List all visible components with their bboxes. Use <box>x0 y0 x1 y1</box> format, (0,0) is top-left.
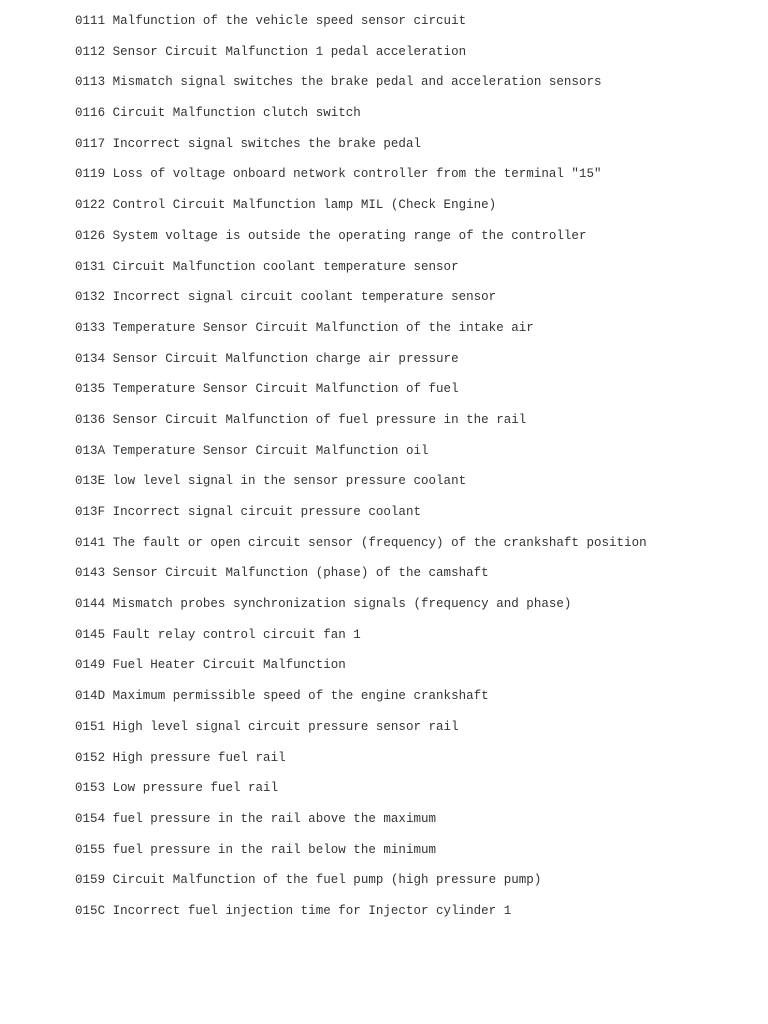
fault-code: 0143 <box>75 566 106 581</box>
fault-code: 0132 <box>75 290 106 305</box>
fault-code: 0141 <box>75 535 106 550</box>
fault-code: 0151 <box>75 719 106 734</box>
fault-code-row <box>75 441 647 472</box>
fault-code-row <box>75 226 647 257</box>
fault-description: fuel pressure in the rail below the minimum <box>112 842 437 857</box>
fault-description: Fault relay control circuit fan 1 <box>112 627 361 642</box>
fault-code: 0152 <box>75 750 106 765</box>
fault-code: 0153 <box>75 781 106 796</box>
fault-code: 0116 <box>75 106 106 121</box>
fault-description: Temperature Sensor Circuit Malfunction oil <box>112 443 429 458</box>
fault-description: Loss of voltage onboard network controller from the terminal "15" <box>112 167 602 182</box>
fault-code: 015C <box>75 903 106 918</box>
fault-code-row <box>75 349 647 380</box>
fault-description: Incorrect signal switches the brake pedal <box>112 136 421 151</box>
fault-code-row <box>75 748 647 779</box>
fault-description: System voltage is outside the operating range of the controller <box>112 228 587 243</box>
fault-code: 0135 <box>75 382 106 397</box>
fault-description: Low pressure fuel rail <box>112 781 279 796</box>
fault-description: Circuit Malfunction of the fuel pump (high pressure pump) <box>112 873 542 888</box>
fault-code: 0134 <box>75 351 106 366</box>
fault-code: 0149 <box>75 658 106 673</box>
fault-code: 0144 <box>75 597 106 612</box>
fault-code-row <box>75 840 647 871</box>
fault-description: Incorrect signal circuit coolant temperature sensor <box>112 290 497 305</box>
fault-code-row <box>75 134 647 165</box>
fault-code-row <box>75 594 647 625</box>
fault-code: 0119 <box>75 167 106 182</box>
fault-description: Maximum permissible speed of the engine crankshaft <box>112 689 489 704</box>
fault-code-row <box>75 809 647 840</box>
fault-description: Sensor Circuit Malfunction (phase) of the camshaft <box>112 566 489 581</box>
fault-description: Sensor Circuit Malfunction of fuel pressure in the rail <box>112 412 527 427</box>
fault-code: 0154 <box>75 811 106 826</box>
fault-code-row <box>75 410 647 441</box>
fault-code-row <box>75 717 647 748</box>
fault-description: Control Circuit Malfunction lamp MIL (Check Engine) <box>112 198 497 213</box>
fault-code: 0111 <box>75 14 106 28</box>
fault-code-row <box>75 686 647 717</box>
fault-code-row <box>75 502 647 533</box>
fault-code-row <box>75 563 647 594</box>
fault-description: low level signal in the sensor pressure coolant <box>112 474 467 489</box>
fault-code: 0133 <box>75 320 106 335</box>
fault-code-row <box>75 379 647 410</box>
fault-code-row <box>75 901 647 932</box>
fault-description: Malfunction of the vehicle speed sensor circuit <box>112 14 467 28</box>
fault-description: Circuit Malfunction coolant temperature sensor <box>112 259 459 274</box>
fault-code-row <box>75 655 647 686</box>
fault-code: 0126 <box>75 228 106 243</box>
fault-code-row <box>75 318 647 349</box>
fault-code-row <box>75 103 647 134</box>
fault-description: Temperature Sensor Circuit Malfunction of the intake air <box>112 320 534 335</box>
fault-code-list <box>75 11 647 932</box>
fault-code: 0159 <box>75 873 106 888</box>
fault-description: Circuit Malfunction clutch switch <box>112 106 361 121</box>
fault-code: 0145 <box>75 627 106 642</box>
fault-description: Incorrect fuel injection time for Injector cylinder 1 <box>112 903 512 918</box>
fault-code: 0122 <box>75 198 106 213</box>
fault-code-row <box>75 42 647 73</box>
fault-code-row <box>75 287 647 318</box>
fault-code-row <box>75 625 647 656</box>
fault-description: Fuel Heater Circuit Malfunction <box>112 658 346 673</box>
fault-code: 0112 <box>75 44 106 59</box>
fault-description: High pressure fuel rail <box>112 750 286 765</box>
fault-code-row <box>75 257 647 288</box>
fault-code-row <box>75 471 647 502</box>
fault-description: High level signal circuit pressure sensor rail <box>112 719 459 734</box>
fault-description: Sensor Circuit Malfunction 1 pedal acceleration <box>112 44 467 59</box>
fault-description: The fault or open circuit sensor (frequency) of the crankshaft position <box>112 535 647 550</box>
fault-description: fuel pressure in the rail above the maximum <box>112 811 437 826</box>
fault-description: Incorrect signal circuit pressure coolant <box>112 505 421 519</box>
fault-code: 0113 <box>75 75 106 90</box>
fault-code-row <box>75 533 647 564</box>
fault-code: 013A <box>75 443 106 458</box>
fault-code-row <box>75 870 647 901</box>
fault-code: 0117 <box>75 136 106 151</box>
fault-code: 0131 <box>75 259 106 274</box>
fault-description: Temperature Sensor Circuit Malfunction of fuel <box>112 382 459 397</box>
fault-code-row <box>75 195 647 226</box>
fault-code: 014D <box>75 689 106 704</box>
fault-description: Sensor Circuit Malfunction charge air pressure <box>112 351 459 366</box>
fault-description: Mismatch signal switches the brake pedal and acceleration sensors <box>112 75 602 90</box>
fault-description: Mismatch probes synchronization signals (frequency and phase) <box>112 597 572 612</box>
fault-code-row <box>75 164 647 195</box>
fault-code-row <box>75 11 647 42</box>
fault-code: 013E <box>75 474 106 489</box>
fault-code-row <box>75 778 647 809</box>
fault-code: 013F <box>75 505 106 519</box>
fault-code: 0155 <box>75 842 106 857</box>
fault-code-row <box>75 72 647 103</box>
fault-code: 0136 <box>75 412 106 427</box>
